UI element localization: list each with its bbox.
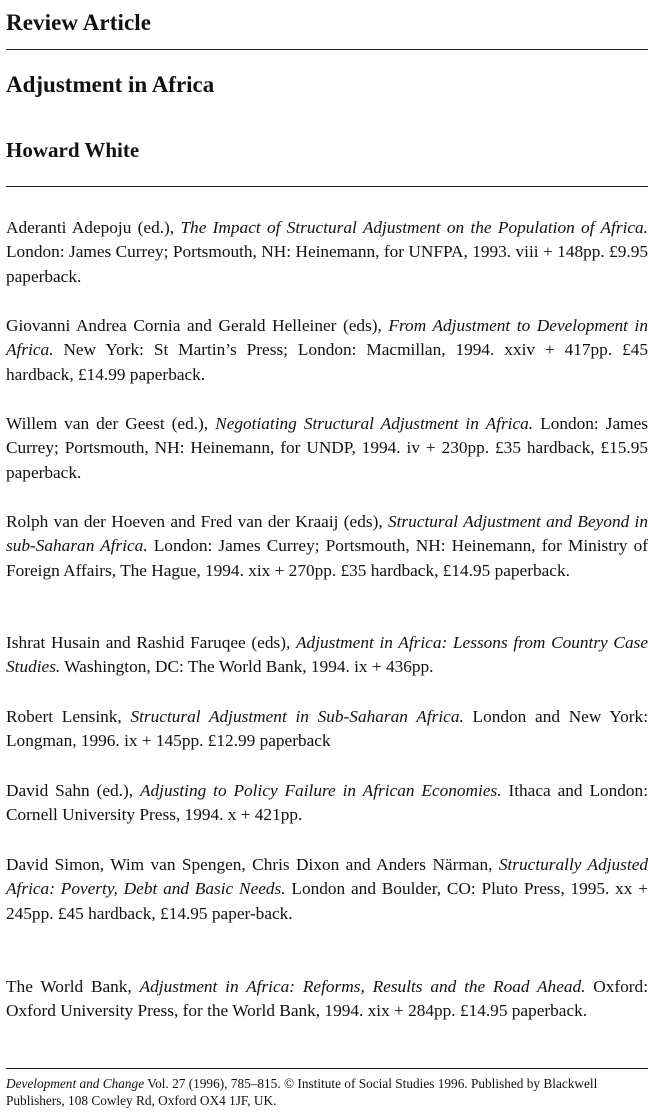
journal-footer <box>6 1076 648 1109</box>
header-rule-bottom <box>6 186 648 187</box>
reference-book-title: Structural Adjustment and Beyond in sub-Saharan Africa. <box>6 512 648 556</box>
journal-name: Development and Change <box>6 1076 145 1091</box>
reference-item <box>6 412 648 485</box>
reference-book-title: Negotiating Structural Adjustment in Africa. <box>215 414 534 433</box>
reference-authors: Ishrat Husain and Rashid Faruqee (eds), <box>6 633 296 652</box>
reference-details: London and New York: Longman, 1996. ix + 145pp. £12.99 paperback <box>6 707 648 751</box>
section-label: Review Article <box>6 10 152 35</box>
reference-details: London and Boulder, CO: Pluto Press, 1995. xx + 245pp. £45 hardback, £14.95 paper-back. <box>6 879 648 923</box>
reference-item <box>6 314 648 387</box>
reference-item <box>6 510 648 583</box>
reference-item <box>6 853 648 926</box>
reference-book-title: Adjustment in Africa: Lessons from Country Case Studies. <box>6 633 648 677</box>
reference-details: Washington, DC: The World Bank, 1994. ix + 436pp. <box>60 657 434 677</box>
reference-book-title: The Impact of Structural Adjustment on the Population of Africa. <box>180 218 648 237</box>
reference-authors: David Simon, Wim van Spengen, Chris Dixon and Anders Närman, <box>6 855 499 874</box>
reference-book-title: From Adjustment to Development in Africa. <box>6 316 648 360</box>
reference-item <box>6 779 648 828</box>
reference-authors: David Sahn (ed.), <box>6 781 140 800</box>
reference-details: London: James Currey; Portsmouth, NH: Heinemann, for UNDP, 1994. iv + 230pp. £35 hardback, £15.95 paperback. <box>6 414 648 482</box>
reference-authors: Willem van der Geest (ed.), <box>6 414 216 433</box>
reference-authors: Giovanni Andrea Cornia and Gerald Helleiner (eds), <box>6 316 389 335</box>
reference-book-title: Structural Adjustment in Sub-Saharan Africa. <box>130 707 464 726</box>
reference-details: Oxford: Oxford University Press, for the World Bank, 1994. xix + 284pp. £14.95 paperback. <box>6 977 648 1021</box>
reference-item <box>6 975 648 1024</box>
reference-authors: The World Bank, <box>6 977 140 996</box>
reference-authors: Robert Lensink, <box>6 707 131 726</box>
reference-book-title: Adjusting to Policy Failure in African Economies. <box>139 781 502 800</box>
reference-authors: Rolph van der Hoeven and Fred van der Kraaij (eds), <box>6 512 388 531</box>
reference-item <box>6 216 648 289</box>
reference-book-title: Adjustment in Africa: Reforms, Results and the Road Ahead. <box>139 977 586 996</box>
reference-details: New York: St Martin’s Press; London: Macmillan, 1994. xxiv + 417pp. £45 hardback, £14.99 paperback. <box>6 340 648 384</box>
reference-authors: Aderanti Adepoju (ed.), <box>6 218 181 237</box>
header-rule-top <box>6 49 648 50</box>
journal-citation: Vol. 27 (1996), 785–815. © Institute of Social Studies 1996. Published by Blackwell Publishers, 108 Cowley Rd, Oxford OX4 1JF, UK. <box>6 1076 598 1108</box>
reference-book-title: Structurally Adjusted Africa: Poverty, Debt and Basic Needs. <box>6 855 649 899</box>
reference-item <box>6 631 648 680</box>
footer-rule <box>6 1068 648 1069</box>
reference-item <box>6 705 648 754</box>
reference-details: London: James Currey; Portsmouth, NH: Heinemann, for Ministry of Foreign Affairs, The Hague, 1994. xix + 270pp. £35 hardback, £14.95 paperback. <box>6 536 648 580</box>
reference-details: Ithaca and London: Cornell University Press, 1994. x + 421pp. <box>6 781 649 825</box>
article-title: Adjustment in Africa <box>6 72 215 97</box>
article-author: Howard White <box>6 138 140 162</box>
reference-details: London: James Currey; Portsmouth, NH: Heinemann, for UNFPA, 1993. viii + 148pp. £9.95 paperback. <box>6 242 648 286</box>
